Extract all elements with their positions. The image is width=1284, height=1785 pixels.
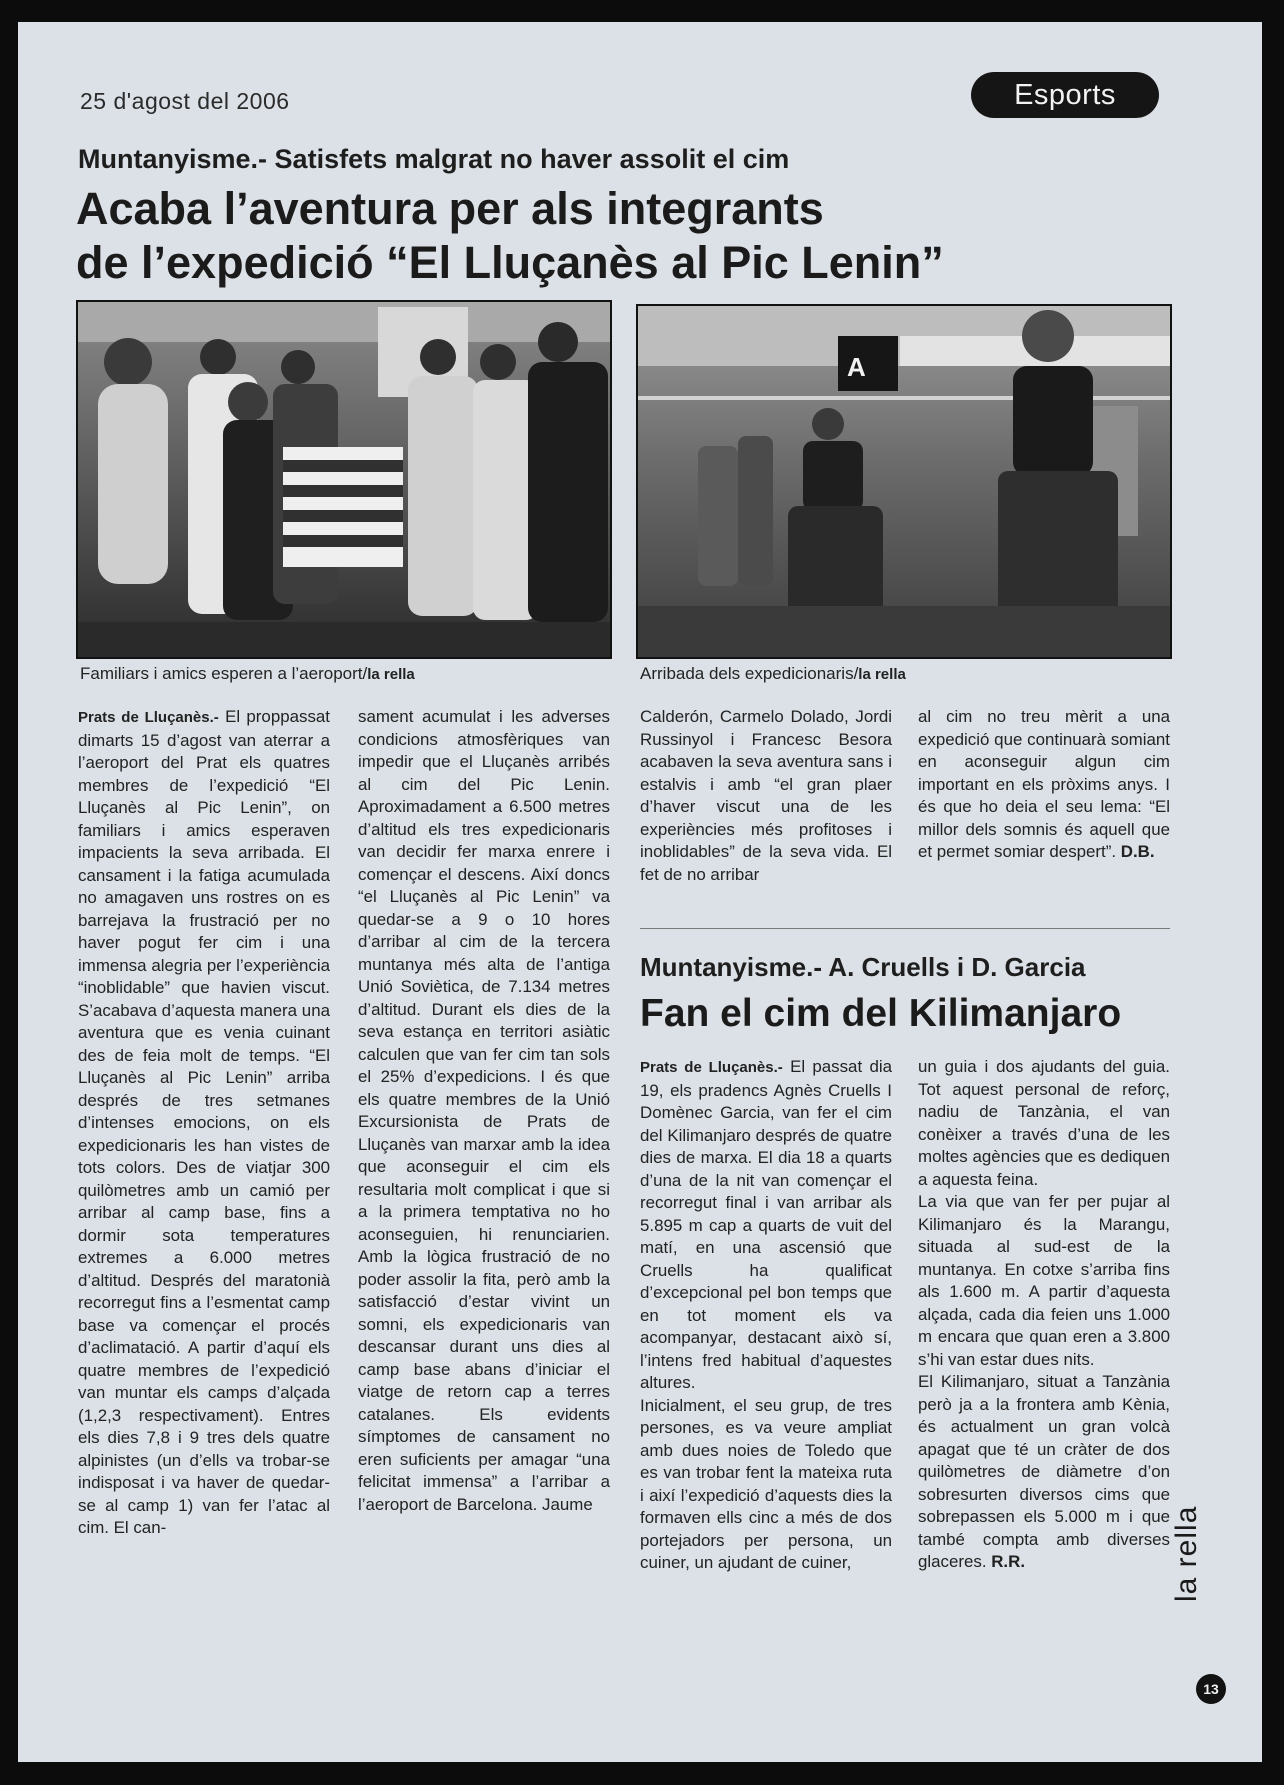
section-badge: Esports	[971, 72, 1159, 118]
photo-families-at-airport	[76, 300, 612, 659]
photo2-caption	[640, 664, 906, 684]
article2-body-1b: Inicialment, el seu grup, de tres persones, es va veure ampliat amb dues noies de Toledo que es van trobar fent la mateixa ruta i així l’expedició d’aquests dies la formaven ells cinc a més de dos portejadors per persona, un cuiner, un ajudant de cuiner,	[640, 1395, 892, 1572]
article1-headline-line2: de l’expedició “El Lluçanès al Pic Lenin”	[76, 237, 944, 288]
page-number: 13	[1196, 1674, 1226, 1704]
article1-body-2: sament acumulat i les adverses condicions atmosfèriques van impedir que el Lluçanès arribés al cim del Pic Lenin. Aproximadament a 6.500 metres d’altitud els tres expedicionaris van decidir fer marxa enrere i començar el descens. Així doncs “el Lluçanès al Pic Lenin” va quedar-se a 9 o 10 hores d’arribar al cim de la tercera muntanya més alta de l’antiga Unió Soviètica, de 7.134 metres d’altitud. Durant els dies de la seva estança en territori asiàtic calculen que van fer cim tan sols el 25% d’expedicions. I és que els quatre membres de la Unió Excursionista de Prats de Lluçanès van marxar amb la idea que aconseguir el cim els resultaria molt complicat i que si a la primera temptativa no ho aconseguien, hi renunciarien. Amb la lògica frustració de no poder assolir la fita, però amb la satisfacció d’estar vivint un somni, els expedicionaris van descansar durant uns dies al camp base abans d’iniciar el viatge de retorn cap a terres catalanes. Els evidents símptomes de cansament no eren suficients per amagar “una felicitat immensa” a l’arribar a l’aeroport de Barcelona. Jaume	[358, 707, 610, 1514]
article2-body-2c: El Kilimanjaro, situat a Tanzània però ja a la frontera amb Kènia, és actualment un gran volcà apagat que té un cràter de dos quilòmetres de diàmetre d’on sobresurten diversos cims que sobrepassen els 5.000 m i que també compta amb diverses glaceres.	[918, 1372, 1170, 1571]
article1-body-1: El proppassat dimarts 15 d’agost van aterrar a l’aeroport del Prat els quatres membres de l’expedició “El Lluçanès al Pic Lenin”, on familiars i amics esperaven impacients la seva arribada. El cansament i la fatiga acumulada no amagaven uns rostres on es barrejava la frustració per no haver pogut fer cim i una immensa alegria per l’experiència “inoblidable” que havien viscut. S’acabava d’aquesta manera una aventura que es venia cuinant des de feia molt de temps. “El Lluçanès al Pic Lenin” arriba després de tres setmanes d’intenses emocions, on els expedicionaris les han vistes de tots colors. Des de viatjar 300 quilòmetres amb un camió per arribar al camp base, fins a dormir sota temperatures extremes a 6.000 metres d’altitud. Després del maratonià recorregut fins a l’esmentat camp base va començar el procés d’aclimatació. A partir d’aquí els quatre membres de l’expedició van muntar els camps d’alçada (1,2,3 respectivament). Entres els dies 7,8 i 9 tres dels quatre alpinistes (un d’ells va trobar-se indisposat i va haver de quedar-se al camp 1) van fer l’atac al cim. El can-	[78, 707, 330, 1537]
article2-kicker-text: A. Cruells i D. Garcia	[828, 952, 1086, 982]
photo-expedition-arrival	[636, 304, 1172, 659]
article1-dateline: Prats de Lluçanès.-	[78, 709, 219, 726]
article1-signature: D.B.	[1120, 842, 1155, 861]
article1-kicker-section: Muntanyisme.-	[78, 144, 268, 174]
article2-kicker-section: Muntanyisme.-	[640, 952, 823, 982]
article2-body-2: un guia i dos ajudants del guia. Tot aquest personal de reforç, nadiu de Tanzània, el van conèixer a través d’una de les moltes agències que es dediquen a aquesta feina.	[918, 1057, 1170, 1189]
newspaper-page	[18, 22, 1262, 1762]
photo1-caption	[80, 664, 415, 684]
article-divider	[640, 928, 1170, 929]
article1-column-3	[640, 706, 892, 886]
article2-body-2b: La via que van fer per pujar al Kilimanjaro és la Marangu, situada al sud-est de la muntanya. En cotxe s’arriba fins als 1.600 m. A partir d’aquesta alçada, cada dia feien uns 1.000 m encara que quan eren a 3.800 s’hi van estar dues nits.	[918, 1192, 1170, 1369]
article1-kicker-text: Satisfets malgrat no haver assolit el cim	[274, 144, 790, 174]
brand-vertical: la rella	[1170, 1505, 1203, 1602]
article1-column-4	[918, 706, 1170, 864]
article2-dateline: Prats de Lluçanès.-	[640, 1059, 783, 1076]
article1-column-2	[358, 706, 610, 1516]
airport-sign-letter: A	[847, 352, 866, 382]
article2-headline: Fan el cim del Kilimanjaro	[640, 992, 1122, 1035]
issue-date: 25 d'agost del 2006	[80, 88, 290, 114]
article1-body-3: Calderón, Carmelo Dolado, Jordi Russinyol i Francesc Besora acabaven la seva aventura sans i estalvis i amb “el gran plaer d’haver viscut una de les experiències més profitoses i inoblidables” de la seva vida. El fet de no arribar	[640, 707, 892, 884]
photo2-credit: la rella	[858, 666, 906, 683]
article1-headline-line1: Acaba l’aventura per als integrants	[76, 183, 824, 234]
article1-body-4: al cim no treu mèrit a una expedició que continuarà somiant en aconseguir algun cim important en els pròxims anys. I és que ho deia el seu lema: “El millor dels somnis és aquell que et permet somiar despert”.	[918, 707, 1170, 861]
photo2-caption-text: Arribada dels expedicionaris/	[640, 664, 859, 683]
article2-column-2	[918, 1056, 1170, 1574]
article1-kicker	[78, 144, 789, 175]
article2-body-1: El passat dia 19, els pradencs Agnès Cruells I Domènec Garcia, van fer el cim del Kilimanjaro després de quatre dies de marxa. El dia 18 a quarts d’una de la nit van començar el recorregut final i van arribar als 5.895 m cap a quarts de vuit del matí, en una ascensió que Cruells ha qualificat d’excepcional pel bon temps que en tot moment els va acompanyar, destacant això sí, l’intens fred habitual d’aquestes altures.	[640, 1057, 892, 1392]
article1-headline	[76, 182, 1176, 290]
article2-kicker	[640, 952, 1086, 983]
article2-signature: R.R.	[991, 1552, 1026, 1571]
article2-column-1	[640, 1056, 892, 1575]
article1-column-1	[78, 706, 330, 1540]
photo1-caption-text: Familiars i amics esperen a l’aeroport/	[80, 664, 368, 683]
photo1-credit: la rella	[367, 666, 415, 683]
